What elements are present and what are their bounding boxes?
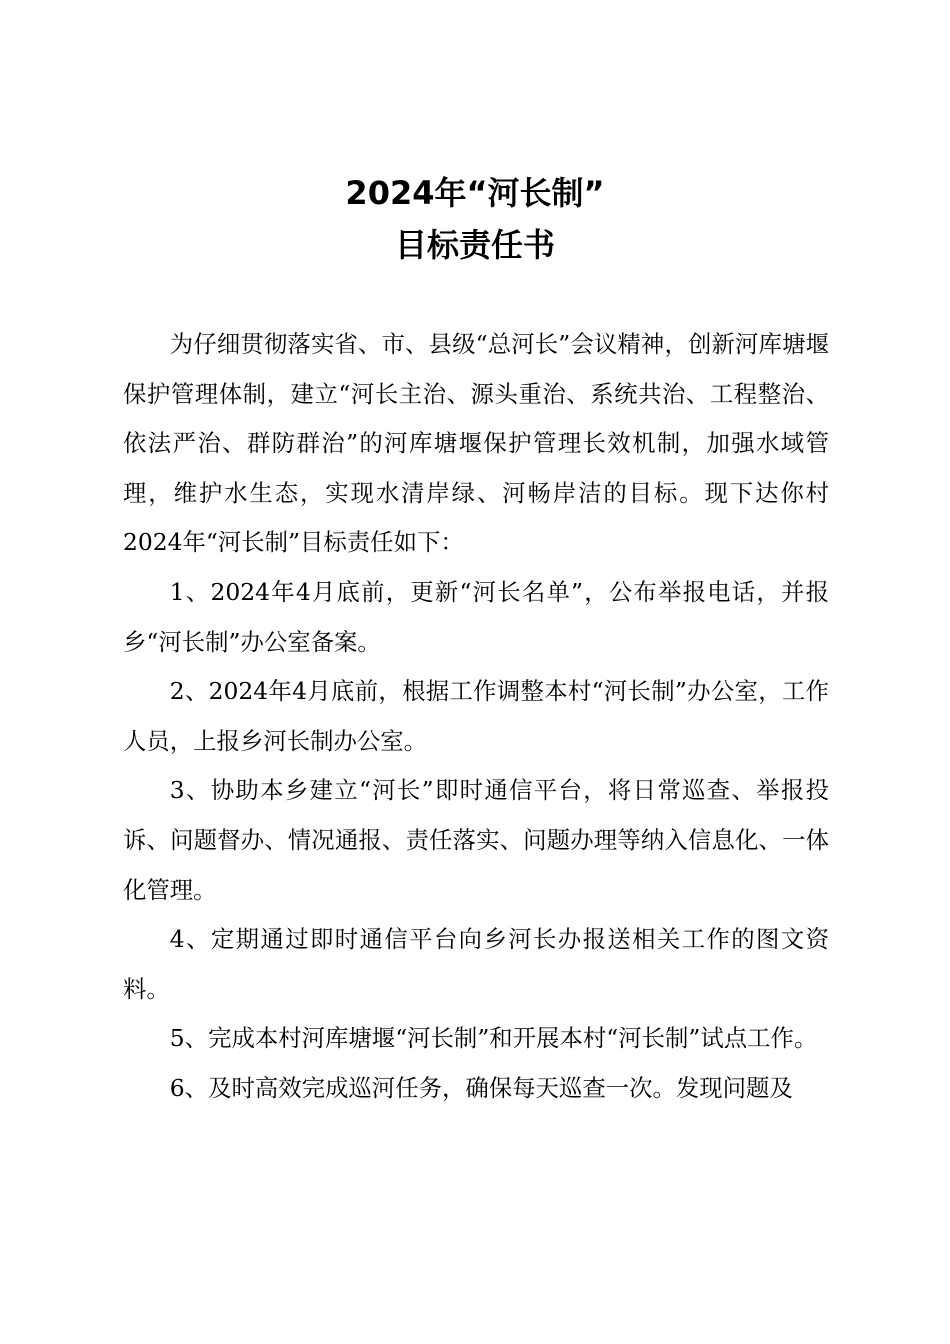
item-paragraph-2: 2、2024年4月底前，根据工作调整本村“河长制”办公室，工作人员，上报乡河长制办公室。 — [123, 677, 829, 755]
item-paragraph-3: 3、协助本乡建立“河长”即时通信平台，将日常巡查、举报投诉、问题督办、情况通报、责任落实、问题办理等纳入信息化、一体化管理。 — [123, 776, 829, 904]
document-title-line1: 2024年“河长制” — [345, 174, 605, 212]
item-paragraph-5: 5、完成本村河库塘堰“河长制”和开展本村“河长制”试点工作。 — [169, 1024, 818, 1053]
item-paragraph-1: 1、2024年4月底前，更新“河长名单”，公布举报电话，并报乡“河长制”办公室备案。 — [123, 577, 829, 656]
intro-paragraph: 为仔细贯彻落实省、市、县级“总河长”会议精神，创新河库塘堰保护管理体制，建立“河长主治、源头重治、系统共治、工程整治、依法严治、群防群治”的河库塘堰保护管理长效机制，加强水域管理，维护水生态，实现水清岸绿、河畅岸洁的目标。现下达你村2024年“河长制”目标责任如下： — [123, 330, 829, 557]
item-paragraph-4: 4、定期通过即时通信平台向乡河长办报送相关工作的图文资料。 — [123, 925, 829, 1003]
document-body — [123, 320, 829, 1114]
document-title-line2: 目标责任书 — [394, 226, 555, 264]
item-paragraph-6: 6、及时高效完成巡河任务，确保每天巡查一次。发现问题及 — [169, 1073, 793, 1102]
